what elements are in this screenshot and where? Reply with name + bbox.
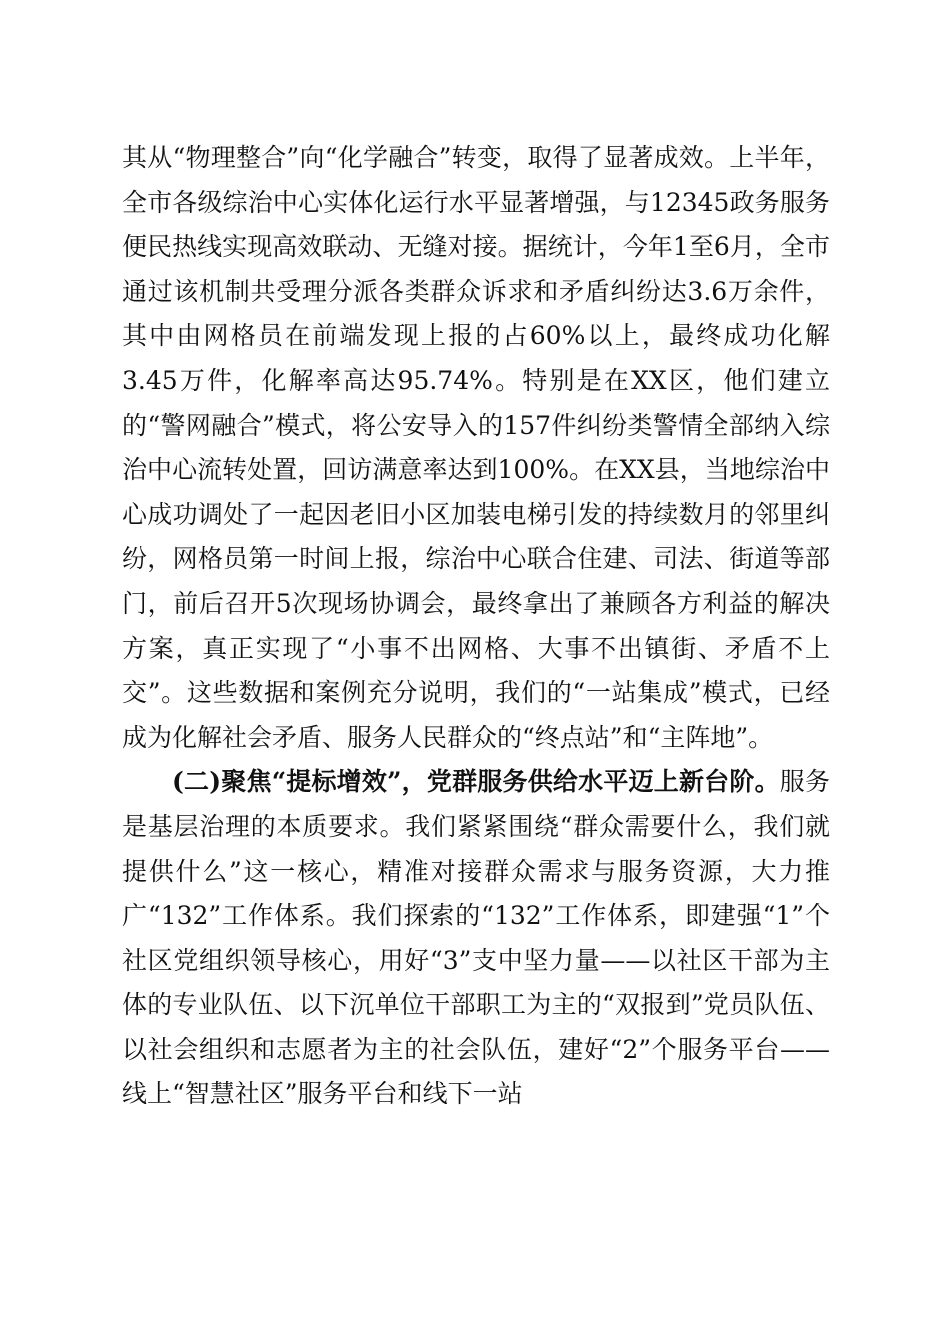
- section-heading: (二)聚焦“提标增效”，党群服务供给水平迈上新台阶。: [172, 767, 780, 797]
- paragraph-2: [122, 760, 830, 1117]
- section-body: 服务是基层治理的本质要求。我们紧紧围绕“群众需要什么，我们就提供什么”这一核心，精准对接群众需求与服务资源，大力推广“132”工作体系。我们探索的“132”工作体系，即建强“1”个社区党组织领导核心，用好“3”支中坚力量——以社区干部为主体的专业队伍、以下沉单位干部职工为主的“双报到”党员队伍、以社会组织和志愿者为主的社会队伍，建好“2”个服务平台——线上“智慧社区”服务平台和线下一站: [122, 767, 830, 1109]
- paragraph-1: 其从“物理整合”向“化学融合”转变，取得了显著成效。上半年，全市各级综治中心实体化运行水平显著增强，与12345政务服务便民热线实现高效联动、无缝对接。据统计，今年1至6月，全市通过该机制共受理分派各类群众诉求和矛盾纠纷达3.6万余件，其中由网格员在前端发现上报的占60%以上，最终成功化解3.45万件，化解率高达95.74%。特别是在XX区，他们建立的“警网融合”模式，将公安导入的157件纠纷类警情全部纳入综治中心流转处置，回访满意率达到100%。在XX县，当地综治中心成功调处了一起因老旧小区加装电梯引发的持续数月的邻里纠纷，网格员第一时间上报，综治中心联合住建、司法、街道等部门，前后召开5次现场协调会，最终拿出了兼顾各方利益的解决方案，真正实现了“小事不出网格、大事不出镇街、矛盾不上交”。这些数据和案例充分说明，我们的“一站集成”模式，已经成为化解社会矛盾、服务人民群众的“终点站”和“主阵地”。: [122, 143, 830, 752]
- document-body: [122, 136, 830, 1117]
